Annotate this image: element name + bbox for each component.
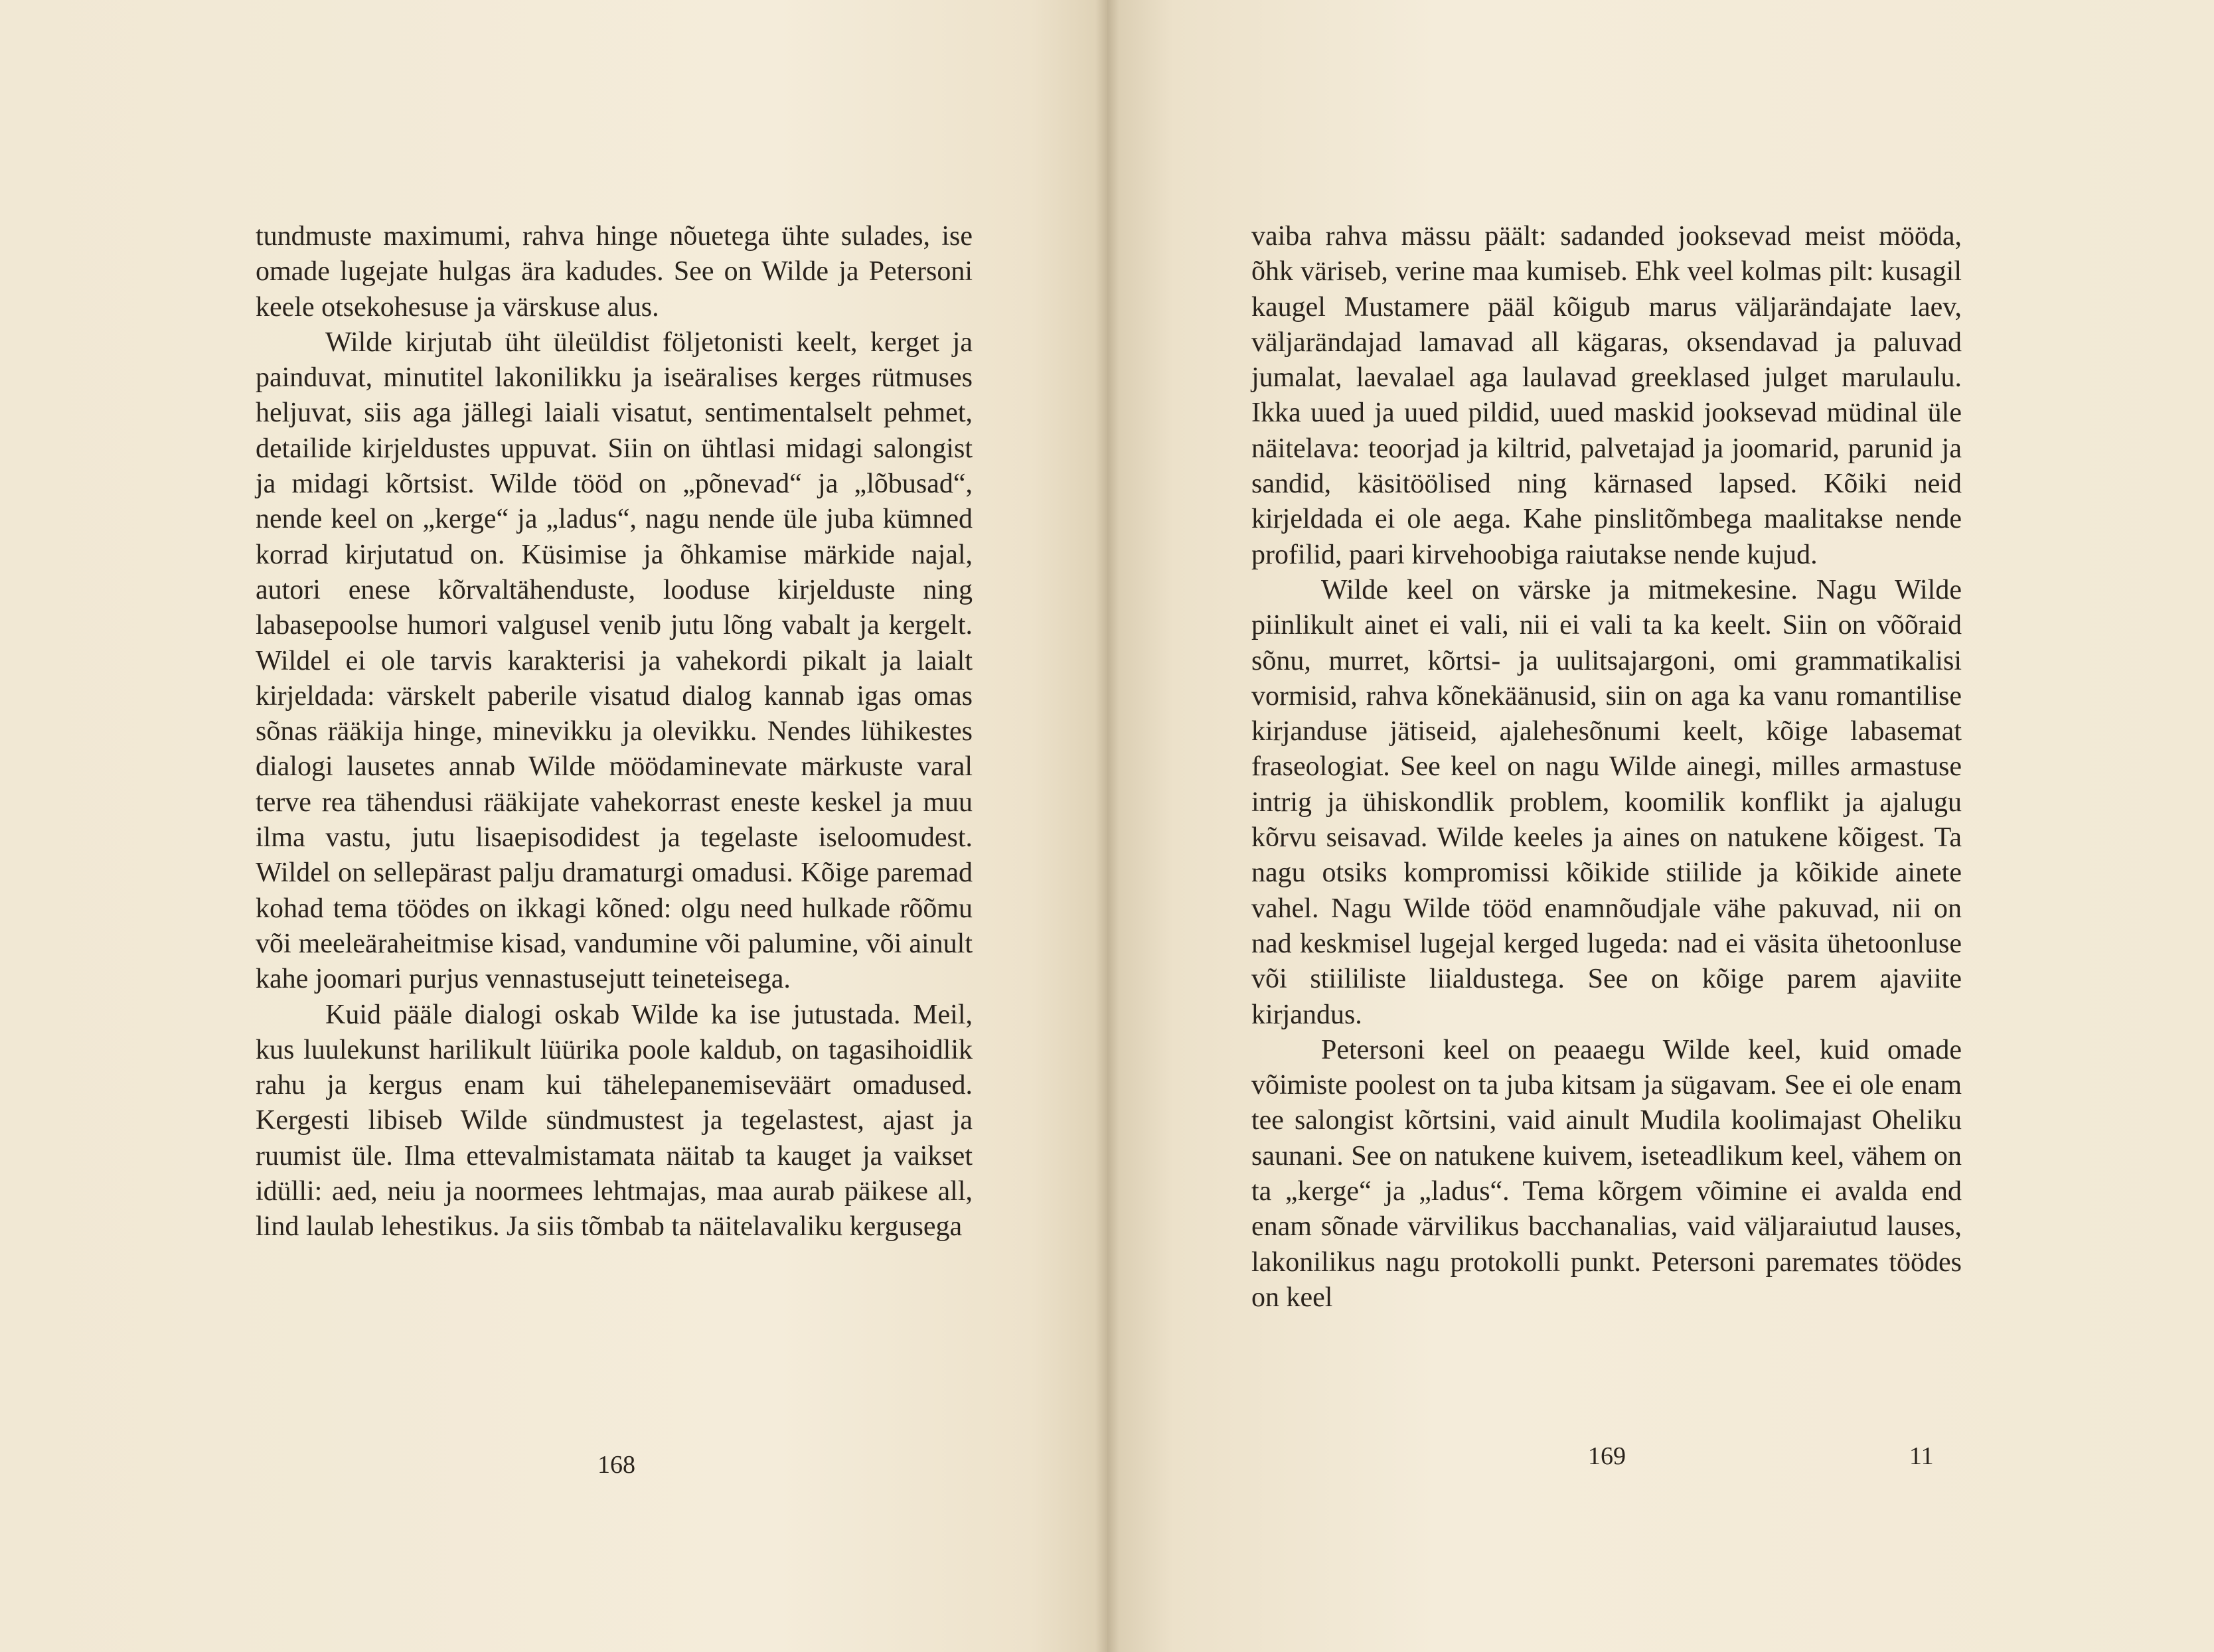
paragraph: Petersoni keel on peaaegu Wilde keel, kuid omade võimiste poolest on ta juba kitsam ja sügavam. See ei ole enam tee salongist kõrtsini, vaid ainult Mudila koolimajast Oheliku saunani. See on natukene kuivem, iseteadlikum keel, vähem on ta „kerge“ ja „ladus“. Tema kõrgem võimine ei avalda end enam sõnade värvilikus bacchanalias, vaid väljaraiutud lauses, lakonilikus nagu protokolli punkt. Petersoni paremates töödes on keel [1251,1034,1962,1313]
right-page-body [1251,219,1962,1315]
right-page [1107,0,2214,1652]
page-number: 169 [1588,1442,1626,1470]
paragraph: tundmuste maximumi, rahva hinge nõuetega ühte sulades, ise omade lugejate hulgas ära kadudes. See on Wilde ja Petersoni keele otsekohesuse ja värskuse alus. [256,221,973,323]
paragraph: Wilde keel on värske ja mitmekesine. Nagu Wilde piinlikult ainet ei vali, nii ei vali ta ka keelt. Siin on võõraid sõnu, murret, kõrtsi- ja uulitsajargoni, omi grammatikalisi vormisid, rahva kõnekäänusid, siin on aga ka vanu romantilise kirjanduse jätiseid, ajalehesõnumi keelt, kõige labasemat fraseologiat. See keel on nagu Wilde ainegi, milles armastuse intrig ja ühiskondlik problem, koomilik konflikt ja ajalugu kõrvu seisavad. Wilde keeles ja aines on natukene kõigest. Ta nagu otsiks kompromissi kõikide stiilide ja kõikide ainete vahel. Nagu Wilde tööd enamnõudjale vähe pakuvad, nii on nad keskmisel lugejal kerged lugeda: nad ei väsita ühetoonluse või stiililiste liialdustega. See on kõige parem ajaviite kirjandus. [1251,574,1962,1030]
paragraph: Wilde kirjutab üht üleüldist följetonisti keelt, kerget ja painduvat, minutitel lakonilikku ja iseäralises kerges rütmuses heljuvat, siis aga jällegi laiali visatut, sentimentalselt pehmet, detailide kirjeldustes uppuvat. Siin on ühtlasi midagi salongist ja midagi kõrtsist. Wilde tööd on „põnevad“ ja „lõbusad“, nende keel on „kerge“ ja „ladus“, nagu nende üle juba kümned korrad kirjutatud on. Küsimise ja õhkamise märkide najal, autori enese kõrvaltähenduste, looduse kirjelduste ning labasepoolse humori valgusel venib jutu lõng vabalt ja kergelt. Wildel ei ole tarvis karakterisi ja vahekordi pikalt ja laialt kirjeldada: värskelt paberile visatud dialog kannab igas omas sõnas rääkija hinge, minevikku ja olevikku. Nendes lühikestes dialogi lausetes annab Wilde möödaminevate märkuste varal terve rea tähendusi rääkijate vahekorrast eneste keskel ja muu ilma vastu, jutu lisaepisodidest ja tegelaste iseloomudest. Wildel on sellepärast palju dramaturgi omadusi. Kõige paremad kohad tema töödes on ikkagi kõned: olgu need hulkade rõõmu või meeleäraheitmise kisad, vandumine või palumine, või ainult kahe joomari purjus vennastusejutt teineteisega. [256,327,973,995]
book-gutter [1095,0,1119,1652]
signature-mark: 11 [1909,1442,1934,1470]
page-number: 168 [597,1451,635,1479]
paragraph: vaiba rahva mässu päält: sadanded jooksevad meist mööda, õhk väriseb, verine maa kumiseb. Ehk veel kolmas pilt: kusagil kaugel Mustamere pääl kõigub marus väljarändajate laev, väljarändajad lamavad all kägaras, oksendavad ja paluvad jumalat, laevalael aga laulavad greeklased julget marulaulu. Ikka uued ja uued pildid, uued maskid jooksevad müdinal üle näitelava: teoorjad ja kiltrid, palvetajad ja joomarid, parunid ja sandid, käsitöölised ning kärnased lapsed. Kõiki neid kirjeldada ei ole aega. Kahe pinslitõmbega maalitakse nende profilid, paari kirvehoobiga raiutakse nende kujud. [1251,221,1962,570]
paragraph: Kuid pääle dialogi oskab Wilde ka ise jutustada. Meil, kus luulekunst harilikult lüürika poole kaldub, on tagasihoidlik rahu ja kergus enam kui tähelepanemiseväärt omadused. Kergesti libiseb Wilde sündmustest ja tegelastest, ajast ja ruumist üle. Ilma ettevalmistamata näitab ta kauget ja vaikset idülli: aed, neiu ja noormees lehtmajas, maa aurab päikese all, lind laulab lehestikus. Ja siis tõmbab ta näitelavaliku kergusega [256,999,973,1242]
left-page-body [256,219,973,1245]
